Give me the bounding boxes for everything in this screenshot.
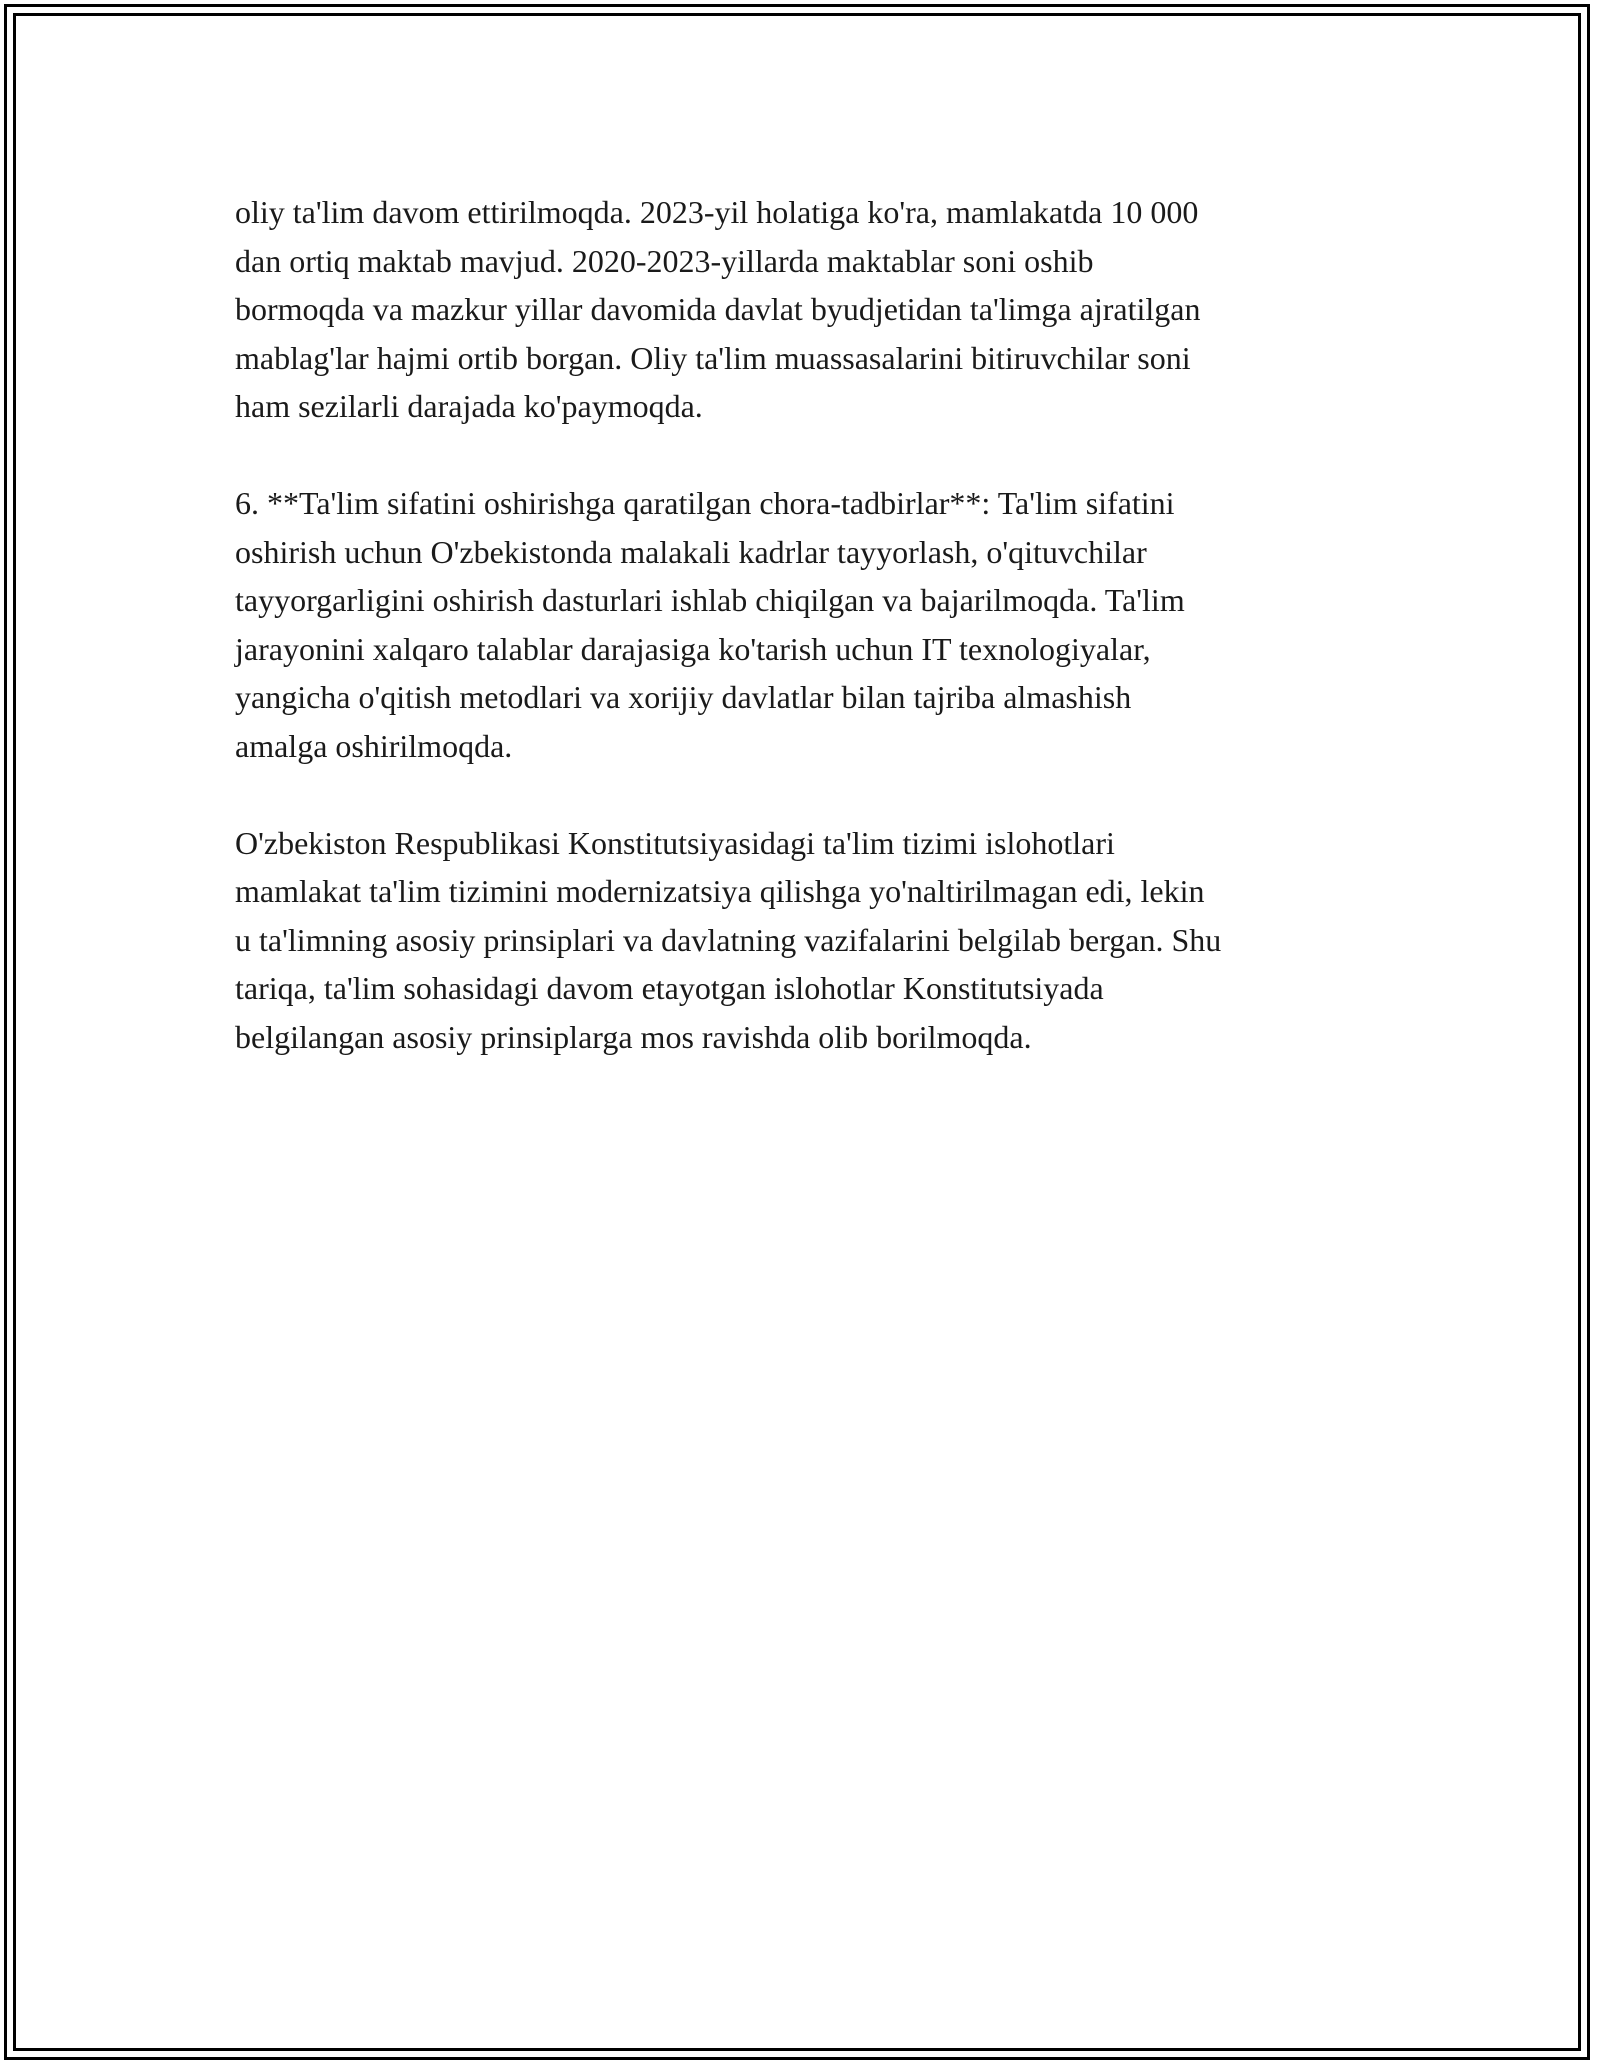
paragraph-quality-measures [235, 479, 1385, 770]
text-line: O'zbekiston Respublikasi Konstitutsiyasidagi ta'lim tizimi islohotlari [235, 824, 1115, 861]
text-line: dan ortiq maktab mavjud. 2020-2023-yillarda maktablar soni oshib [235, 242, 1094, 279]
text-line: belgilangan asosiy prinsiplarga mos ravishda olib borilmoqda. [235, 1018, 1032, 1055]
paragraph-statistics [235, 188, 1385, 431]
text-line: tayyorgarligini oshirish dasturlari ishlab chiqilgan va bajarilmoqda. Ta'lim [235, 582, 1185, 618]
text-line: oliy ta'lim davom ettirilmoqda. 2023-yil holatiga ko'ra, mamlakatda 10 000 [235, 194, 1199, 230]
text-line: ham sezilarli darajada ko'paymoqda. [235, 388, 703, 424]
text-line: bormoqda va mazkur yillar davomida davlat byudjetidan ta'limga ajratilgan [235, 291, 1201, 327]
text-line: jarayonini xalqaro talablar darajasiga ko'tarish uchun IT texnologiyalar, [235, 630, 1151, 667]
text-line: mamlakat ta'lim tizimini modernizatsiya qilishga yo'naltirilmagan edi, lekin [235, 873, 1205, 909]
text-line: yangicha o'qitish metodlari va xorijiy davlatlar bilan tajriba almashish [235, 679, 1132, 715]
text-line: u ta'limning asosiy prinsiplari va davlatning vazifalarini belgilab bergan. Shu [235, 921, 1222, 958]
text-line: tariqa, ta'lim sohasidagi davom etayotgan islohotlar Konstitutsiyada [235, 970, 1104, 1006]
paragraph-conclusion [235, 819, 1385, 1062]
text-line: oshirish uchun O'zbekistonda malakali kadrlar tayyorlash, o'qituvchilar [235, 533, 1147, 570]
text-line: amalga oshirilmoqda. [235, 727, 513, 764]
document-body [235, 188, 1385, 1110]
text-line: mablag'lar hajmi ortib borgan. Oliy ta'lim muassasalarini bitiruvchilar soni [235, 339, 1191, 376]
text-line: 6. **Ta'lim sifatini oshirishga qaratilgan chora-tadbirlar**: Ta'lim sifatini [235, 485, 1175, 521]
